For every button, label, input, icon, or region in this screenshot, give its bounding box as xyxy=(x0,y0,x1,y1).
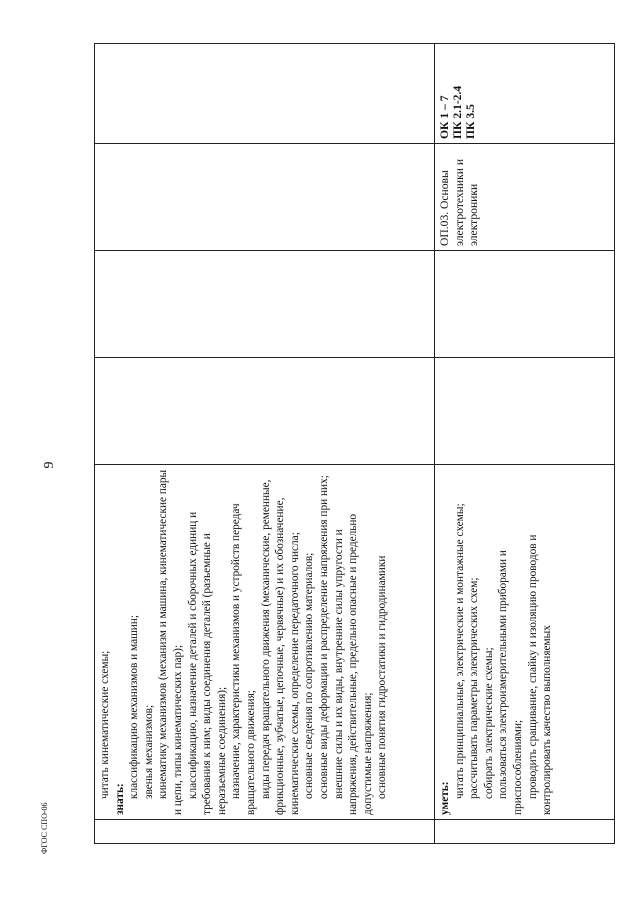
empty-cell xyxy=(95,358,435,465)
table-row xyxy=(95,44,435,844)
skill-line: кинематику механизмов (механизм и машина, кинематические пары и цепи, типы кинематических пар); xyxy=(157,469,184,815)
skill-line: проводить сращивание, спайку и изоляцию проводов и контролировать качество выполняемых xyxy=(526,534,554,815)
discipline-cell: ОП.03. Основы электротехники и электроники xyxy=(435,144,615,251)
rotated-page xyxy=(94,44,614,844)
skill-line: основные сведения по сопротивлению материалов; xyxy=(303,552,316,799)
empty-cell xyxy=(95,251,435,358)
skill-line: собирать электрические схемы; xyxy=(482,647,495,799)
skill-line: внешние силы и их виды, внутренние силы упругости и напряжения, действительные, предельно опасные и предельно допустимые напряжения; xyxy=(332,513,374,815)
page-number: 9 xyxy=(42,461,57,469)
competency-table xyxy=(94,43,615,844)
skill-line: знать: xyxy=(113,783,126,815)
empty-cell xyxy=(435,251,615,358)
skill-line: пользоваться электроизмерительными приборами и приспособлениями; xyxy=(497,550,524,815)
empty-cell xyxy=(435,358,615,465)
skill-line: основные понятия гидростатики и гидродинамики xyxy=(376,555,389,799)
footer-label: ФГОС СПО-06 xyxy=(40,802,49,854)
skill-line: читать принципиальные, электрические и монтажные схемы; xyxy=(453,503,466,799)
skill-line: виды передач вращательного движения (механические, ременные, фрикционные, зубчатые, цепочные, червячные) и их обозначение, кинематические схемы, определение передаточного числа; xyxy=(259,479,301,815)
skill-line: классификацию механизмов и машин; xyxy=(128,614,141,799)
skill-line: уметь: xyxy=(439,781,451,815)
skill-line: читать кинематические схемы; xyxy=(99,650,111,799)
competencies-cell xyxy=(435,44,615,144)
skill-line: звенья механизмов; xyxy=(142,704,155,799)
competency-code: ПК 2.1-2.4 xyxy=(451,85,464,139)
skill-line: классификацию, назначение деталей и сборочных единиц и требования к ним; виды соединения деталей (разъемные и неразъемные соединения); xyxy=(186,511,228,815)
table-row xyxy=(435,44,615,844)
competency-code: ОК 1 – 7 xyxy=(438,95,451,139)
skill-line: основные виды деформации и распределение напряжения при них; xyxy=(317,475,330,799)
discipline-cell xyxy=(95,144,435,251)
index-cell xyxy=(95,820,435,844)
skill-line: назначение, характеристики механизмов и устройств передач вращательного движения; xyxy=(230,503,257,815)
competency-code: ПК 3.5 xyxy=(464,104,477,139)
skills-cell xyxy=(95,465,435,820)
skills-cell xyxy=(435,465,615,820)
index-cell xyxy=(435,820,615,844)
competencies-cell xyxy=(95,44,435,144)
skill-line: рассчитывать параметры электрических схем; xyxy=(468,577,481,799)
